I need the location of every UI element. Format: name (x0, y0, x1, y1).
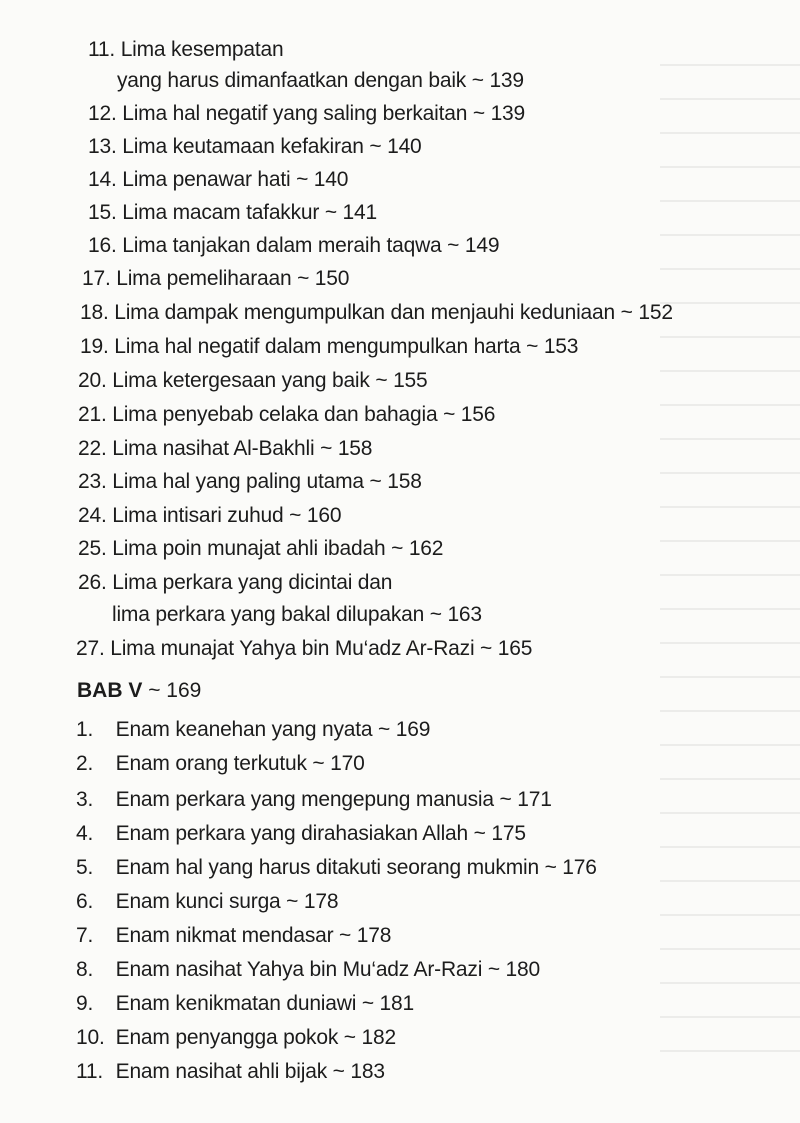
separator: ~ (391, 537, 404, 560)
entry-title: Lima macam tafakkur (122, 201, 320, 224)
separator: ~ (487, 958, 500, 981)
entry-page: 182 (361, 1026, 396, 1049)
entry-page: 155 (393, 369, 428, 392)
entry-title: Enam perkara yang dirahasiakan Allah (115, 822, 468, 845)
entry-number: 19. (80, 335, 109, 358)
chapter-page: 169 (166, 679, 202, 702)
separator: ~ (472, 102, 485, 125)
toc-entry (76, 853, 597, 883)
toc-entry (76, 887, 338, 917)
toc-entry (88, 132, 422, 162)
toc-entry (88, 99, 525, 129)
entry-title: Lima tanjakan dalam meraih taqwa (122, 234, 442, 257)
toc-entry (76, 1023, 396, 1053)
entry-title: Enam nikmat mendasar (115, 924, 334, 947)
separator: ~ (312, 752, 325, 775)
chapter-label: BAB V (77, 679, 143, 702)
entry-page: 149 (464, 234, 500, 257)
separator: ~ (369, 135, 382, 158)
toc-entry (76, 819, 526, 849)
entry-title: Lima keutamaan kefakiran (122, 135, 364, 158)
toc-entry-11-line1 (88, 35, 283, 65)
entry-page: 181 (379, 992, 414, 1015)
toc-entry (78, 434, 372, 464)
entry-page: 176 (562, 856, 597, 879)
entry-number: 11. (88, 38, 116, 61)
entry-title: Enam kenikmatan duniawi (115, 992, 357, 1015)
toc-entry (78, 467, 422, 497)
entry-number: 18. (80, 301, 109, 324)
toc-entry (88, 198, 377, 228)
toc-entry (78, 400, 495, 430)
toc-entry (76, 921, 391, 951)
entry-number: 21. (78, 403, 107, 426)
entry-title: Lima hal negatif dalam mengumpulkan harta (114, 335, 521, 358)
entry-page: 152 (638, 301, 673, 324)
toc-entry (76, 989, 414, 1019)
entry-number: 20. (78, 369, 107, 392)
separator: ~ (343, 1026, 356, 1049)
entry-page: 158 (337, 437, 373, 460)
separator: ~ (375, 369, 388, 392)
entry-page: 170 (330, 752, 365, 775)
entry-title: Lima dampak mengumpulkan dan menjauhi keduniaan (114, 301, 615, 324)
entry-number: 2. (76, 752, 94, 775)
entry-number: 25. (78, 537, 107, 560)
entry-number: 11. (76, 1060, 104, 1083)
separator: ~ (361, 992, 374, 1015)
separator: ~ (443, 403, 456, 426)
separator: ~ (320, 437, 333, 460)
entry-page: 171 (517, 788, 552, 811)
toc-entry (82, 264, 349, 294)
separator: ~ (296, 168, 309, 191)
separator: ~ (447, 234, 460, 257)
toc-entry (76, 1057, 385, 1087)
entry-title: Lima pemeliharaan (116, 267, 292, 290)
entry-page: 140 (387, 135, 422, 158)
entry-title: Lima hal yang paling utama (112, 470, 364, 493)
entry-number: 26. (78, 571, 107, 594)
toc-entry (80, 332, 578, 362)
entry-title: Enam penyangga pokok (115, 1026, 339, 1049)
entry-number: 15. (88, 201, 117, 224)
toc-entry (88, 231, 499, 261)
entry-number: 5. (76, 856, 94, 879)
entry-page: 183 (350, 1060, 385, 1083)
entry-page: 178 (303, 890, 339, 913)
toc-entry (76, 749, 365, 779)
separator: ~ (471, 69, 484, 92)
toc-entry-11-line2 (117, 66, 524, 96)
entry-title: Enam nasihat Yahya bin Mu‘adz Ar-Razi (115, 958, 483, 981)
toc-entry (78, 534, 443, 564)
entry-page: 153 (543, 335, 579, 358)
entry-title: Enam keanehan yang nyata (115, 718, 373, 741)
separator: ~ (620, 301, 633, 324)
entry-page: 178 (356, 924, 392, 947)
separator: ~ (480, 637, 493, 660)
toc-entry (78, 501, 341, 531)
entry-number: 24. (78, 504, 107, 527)
toc-entry (76, 955, 540, 985)
separator: ~ (339, 924, 352, 947)
toc-entry (80, 298, 673, 328)
entry-title: Enam perkara yang mengepung manusia (115, 788, 494, 811)
separator: ~ (332, 1060, 345, 1083)
entry-page: 163 (447, 603, 482, 626)
entry-number: 6. (76, 890, 94, 913)
entry-number: 7. (76, 924, 94, 947)
bleed-through-texture (660, 40, 800, 1080)
entry-number: 9. (76, 992, 94, 1015)
toc-entry (76, 715, 430, 745)
entry-title: Enam hal yang harus ditakuti seorang mukmin (115, 856, 539, 879)
separator: ~ (499, 788, 512, 811)
entry-title: Enam orang terkutuk (115, 752, 307, 775)
separator: ~ (544, 856, 557, 879)
entry-title: Lima penyebab celaka dan bahagia (112, 403, 438, 426)
entry-number: 12. (88, 102, 117, 125)
entry-number: 1. (76, 718, 94, 741)
separator: ~ (148, 679, 161, 702)
entry-page: 169 (395, 718, 431, 741)
entry-title: Lima perkara yang dicintai dan (112, 571, 393, 594)
separator: ~ (369, 470, 382, 493)
separator: ~ (429, 603, 442, 626)
entry-page: 175 (491, 822, 526, 845)
entry-number: 3. (76, 788, 94, 811)
entry-title: yang harus dimanfaatkan dengan baik (117, 69, 467, 92)
separator: ~ (473, 822, 486, 845)
entry-title: Lima poin munajat ahli ibadah (112, 537, 386, 560)
toc-entry-26-line1 (78, 568, 392, 598)
entry-title: lima perkara yang bakal dilupakan (112, 603, 425, 626)
chapter-heading (77, 676, 201, 706)
entry-number: 10. (76, 1026, 105, 1049)
entry-title: Lima penawar hati (122, 168, 291, 191)
separator: ~ (324, 201, 337, 224)
toc-entry (76, 785, 552, 815)
entry-page: 140 (313, 168, 349, 191)
entry-page: 180 (505, 958, 540, 981)
entry-page: 165 (497, 637, 533, 660)
entry-page: 139 (490, 102, 526, 125)
toc-entry (78, 366, 428, 396)
entry-number: 27. (76, 637, 105, 660)
entry-page: 150 (314, 267, 350, 290)
separator: ~ (297, 267, 310, 290)
entry-title: Lima kesempatan (120, 38, 284, 61)
entry-title: Enam kunci surga (115, 890, 281, 913)
entry-page: 160 (306, 504, 342, 527)
entry-number: 23. (78, 470, 107, 493)
separator: ~ (289, 504, 302, 527)
entry-number: 8. (76, 958, 94, 981)
entry-title: Lima hal negatif yang saling berkaitan (122, 102, 468, 125)
entry-page: 141 (342, 201, 377, 224)
entry-number: 22. (78, 437, 107, 460)
entry-title: Lima munajat Yahya bin Mu‘adz Ar-Razi (110, 637, 475, 660)
entry-title: Enam nasihat ahli bijak (115, 1060, 327, 1083)
entry-page: 162 (408, 537, 444, 560)
entry-title: Lima nasihat Al-Bakhli (112, 437, 315, 460)
separator: ~ (286, 890, 299, 913)
entry-number: 13. (88, 135, 117, 158)
entry-page: 158 (387, 470, 422, 493)
entry-page: 139 (489, 69, 524, 92)
entry-page: 156 (460, 403, 496, 426)
entry-title: Lima intisari zuhud (112, 504, 284, 527)
entry-number: 4. (76, 822, 94, 845)
toc-entry-26-line2 (112, 600, 482, 630)
separator: ~ (378, 718, 391, 741)
entry-number: 16. (88, 234, 117, 257)
separator: ~ (526, 335, 539, 358)
entry-number: 14. (88, 168, 117, 191)
entry-title: Lima ketergesaan yang baik (112, 369, 370, 392)
toc-entry (76, 634, 532, 664)
toc-entry (88, 165, 348, 195)
entry-number: 17. (82, 267, 111, 290)
